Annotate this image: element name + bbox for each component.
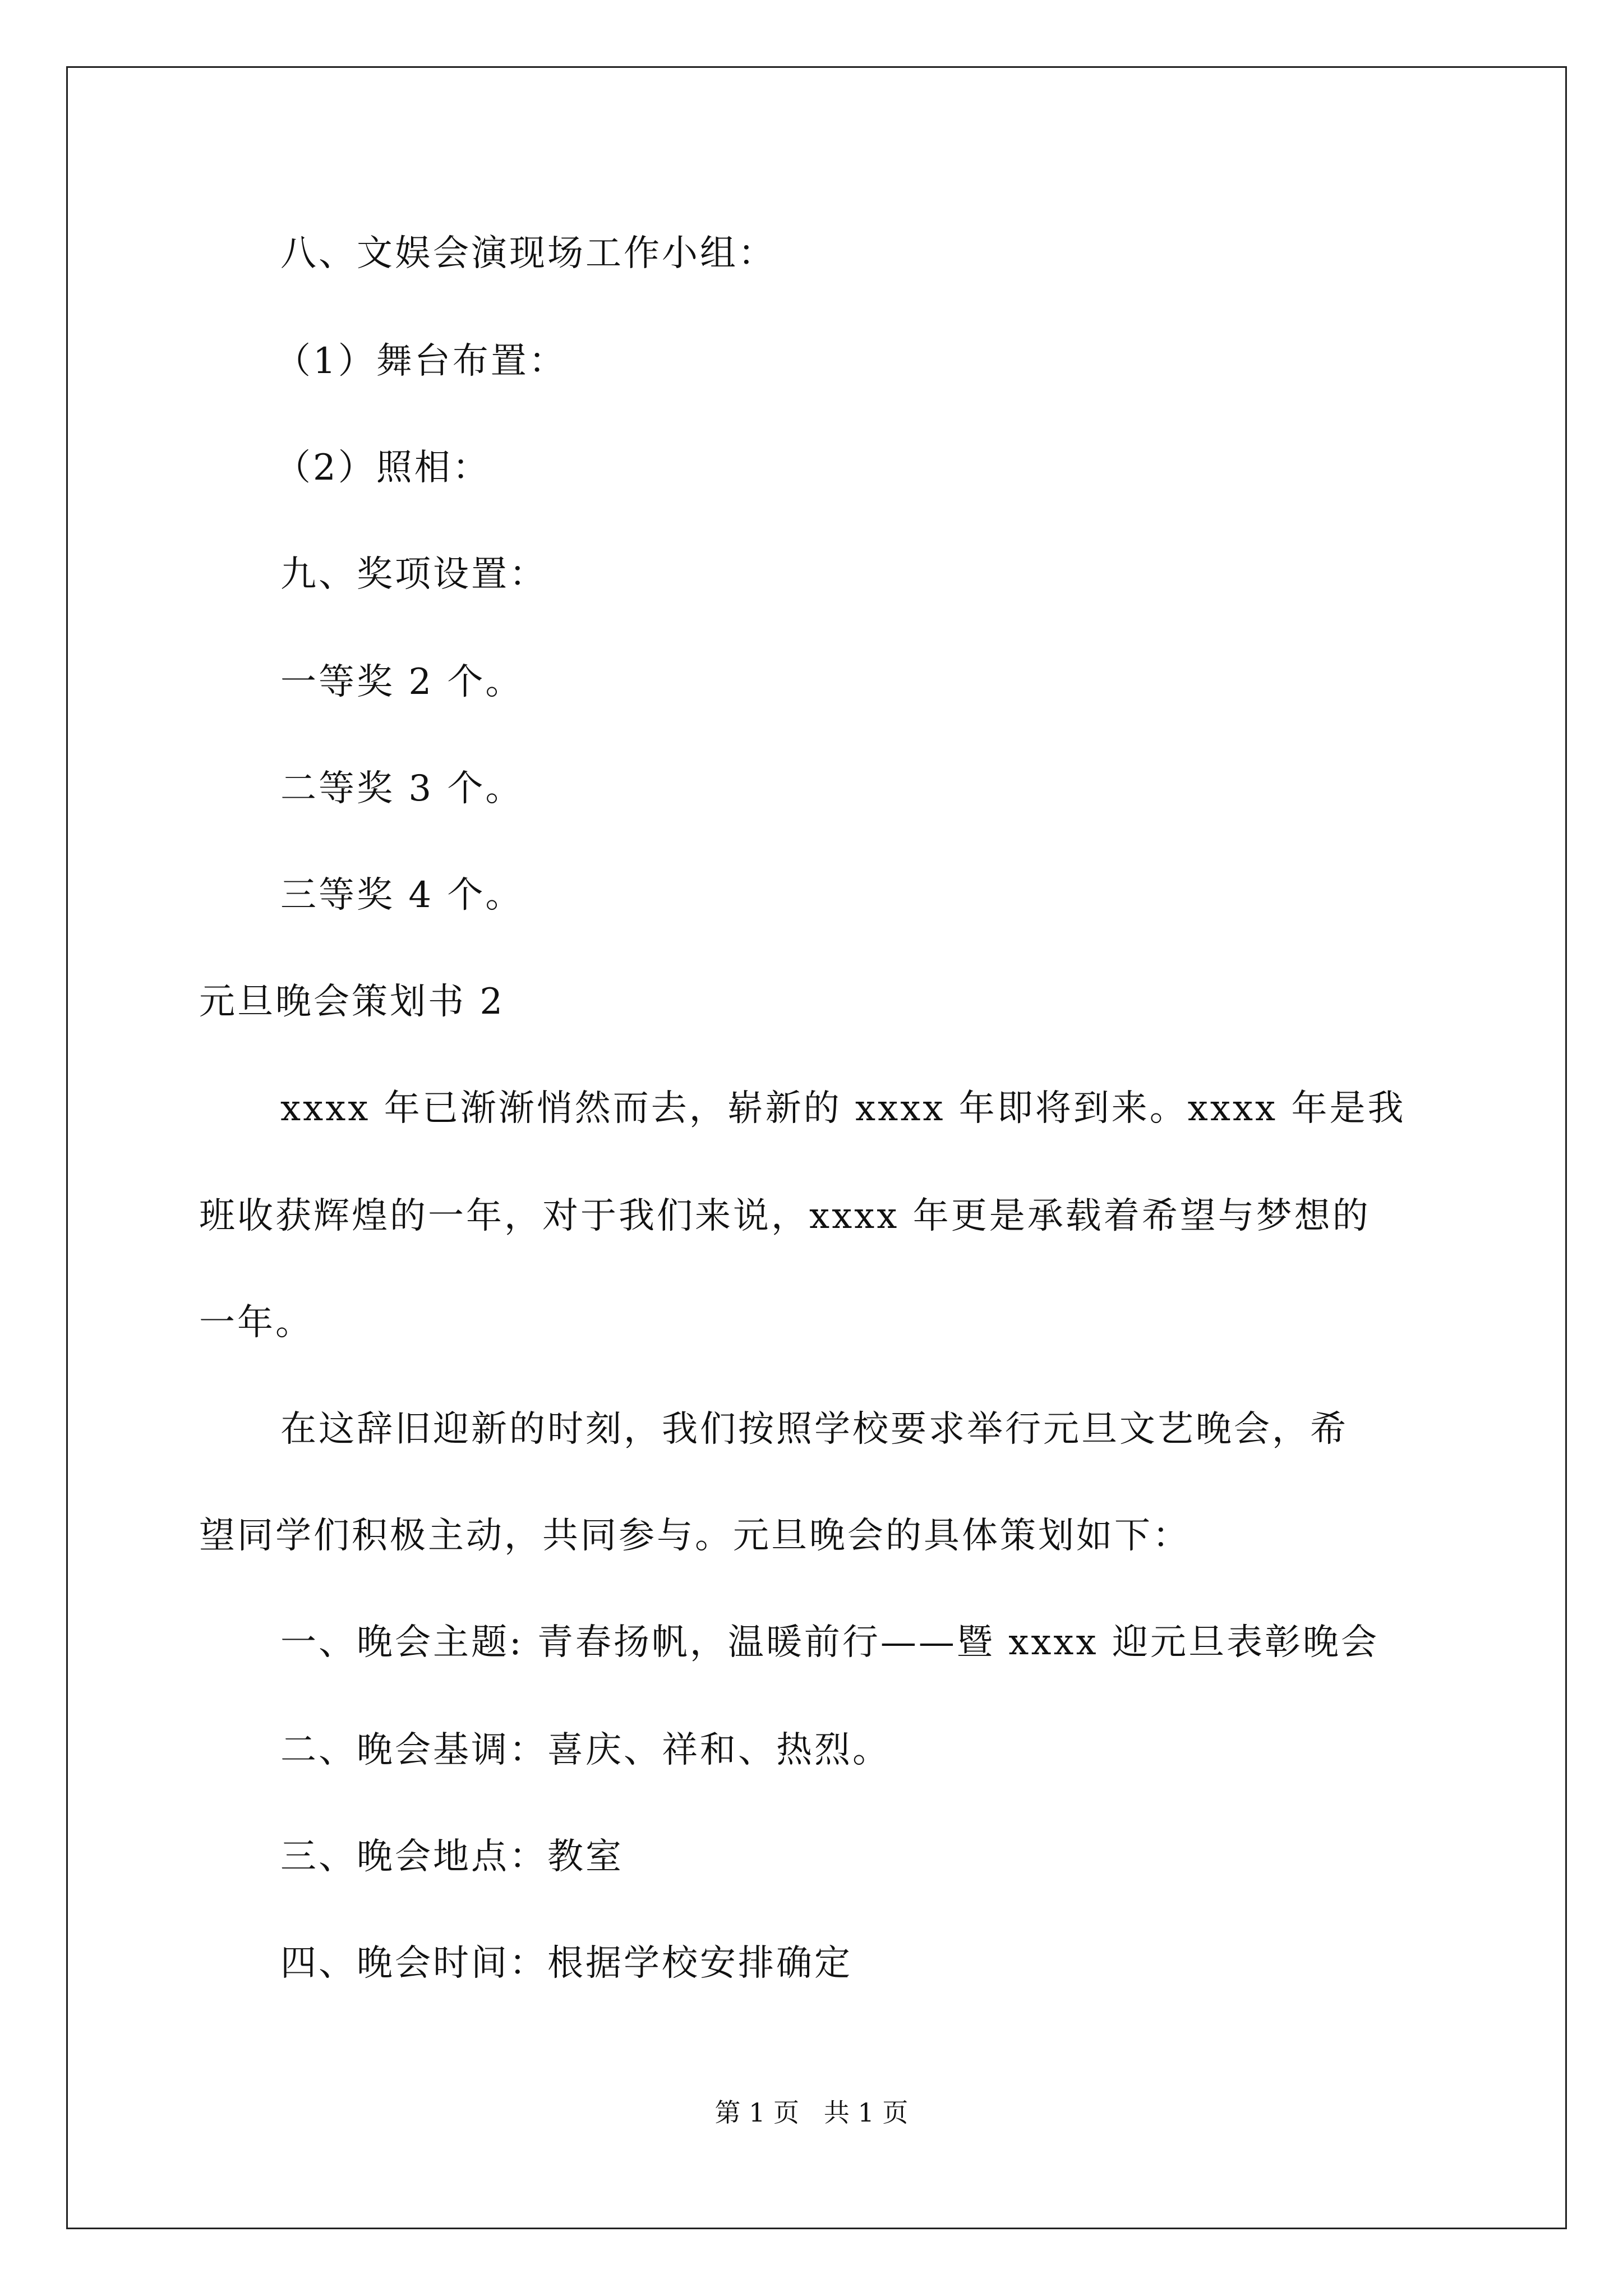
item-photography: （2）照相： (275, 447, 491, 489)
item-stage-setup: （1）舞台布置： (275, 341, 567, 382)
paragraph-2-line-2: 望同学们积极主动，共同参与。元旦晚会的具体策划如下： (199, 1515, 1191, 1557)
page-border (66, 66, 1567, 2229)
paragraph-1-line-3: 一年。 (199, 1302, 313, 1343)
paragraph-1-line-1: xxxx 年已渐渐悄然而去，崭新的 xxxx 年即将到来。xxxx 年是我 (280, 1088, 1406, 1129)
party-time: 四、晚会时间：根据学校安排确定 (280, 1943, 852, 1984)
page-footer: 第 1 页 共 1 页 (714, 2097, 909, 2128)
first-prize: 一等奖 2 个。 (280, 661, 524, 703)
document-title: 元旦晚会策划书 2 (199, 981, 505, 1023)
party-location: 三、晚会地点：教室 (280, 1836, 624, 1878)
party-tone: 二、晚会基调：喜庆、祥和、热烈。 (280, 1729, 891, 1771)
section-8-heading: 八、文娱会演现场工作小组： (280, 233, 776, 274)
third-prize: 三等奖 4 个。 (280, 875, 524, 916)
paragraph-2-line-1: 在这辞旧迎新的时刻，我们按照学校要求举行元旦文艺晚会，希 (280, 1409, 1348, 1450)
paragraph-1-line-2: 班收获辉煌的一年，对于我们来说，xxxx 年更是承载着希望与梦想的 (199, 1195, 1371, 1237)
second-prize: 二等奖 3 个。 (280, 768, 524, 809)
party-theme: 一、晚会主题: 青春扬帆，温暖前行——暨 xxxx 迎元旦表彰晚会 (280, 1622, 1379, 1663)
section-9-heading: 九、奖项设置： (280, 554, 547, 595)
